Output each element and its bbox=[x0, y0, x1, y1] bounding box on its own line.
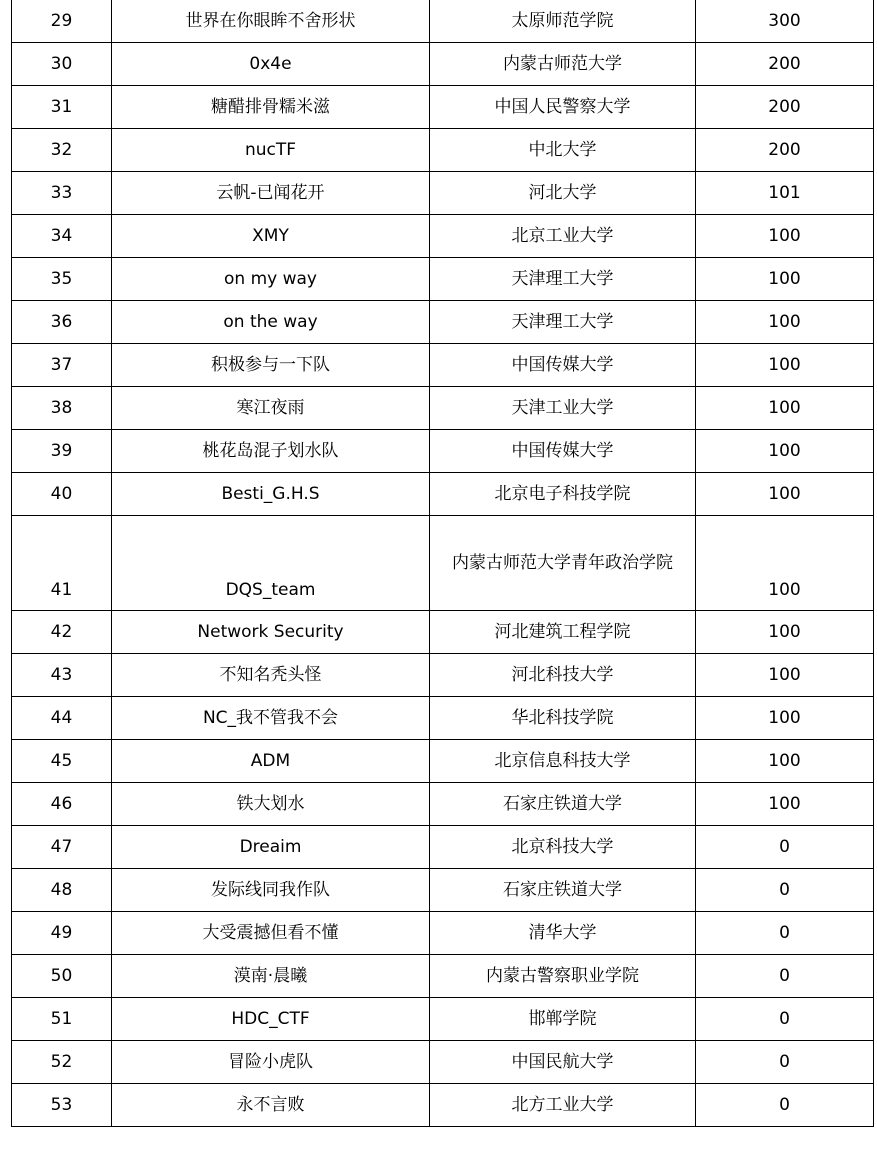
school-cell: 北京信息科技大学 bbox=[430, 740, 696, 783]
table-row bbox=[12, 826, 874, 869]
score-cell: 100 bbox=[696, 697, 874, 740]
score-cell: 0 bbox=[696, 1041, 874, 1084]
ranking-table-body bbox=[12, 0, 874, 1127]
score-cell: 100 bbox=[696, 387, 874, 430]
team-cell: DQS_team bbox=[112, 516, 430, 611]
team-cell: Network Security bbox=[112, 611, 430, 654]
team-cell: 不知名秃头怪 bbox=[112, 654, 430, 697]
school-cell: 太原师范学院 bbox=[430, 0, 696, 43]
team-cell: 糖醋排骨糯米滋 bbox=[112, 86, 430, 129]
school-cell: 中国民航大学 bbox=[430, 1041, 696, 1084]
table-row bbox=[12, 1041, 874, 1084]
score-cell: 100 bbox=[696, 473, 874, 516]
table-row bbox=[12, 215, 874, 258]
team-cell: on the way bbox=[112, 301, 430, 344]
team-cell: 0x4e bbox=[112, 43, 430, 86]
team-cell: Besti_G.H.S bbox=[112, 473, 430, 516]
score-cell: 0 bbox=[696, 955, 874, 998]
rank-cell: 51 bbox=[12, 998, 112, 1041]
rank-cell: 30 bbox=[12, 43, 112, 86]
rank-cell: 41 bbox=[12, 516, 112, 611]
score-cell: 100 bbox=[696, 654, 874, 697]
ranking-table bbox=[11, 0, 874, 1127]
table-row bbox=[12, 1084, 874, 1127]
score-cell: 100 bbox=[696, 344, 874, 387]
table-row bbox=[12, 473, 874, 516]
table-row bbox=[12, 344, 874, 387]
score-cell: 100 bbox=[696, 258, 874, 301]
table-row bbox=[12, 783, 874, 826]
school-cell: 北京工业大学 bbox=[430, 215, 696, 258]
rank-cell: 39 bbox=[12, 430, 112, 473]
score-cell: 200 bbox=[696, 43, 874, 86]
school-cell: 天津工业大学 bbox=[430, 387, 696, 430]
score-cell: 100 bbox=[696, 740, 874, 783]
score-cell: 0 bbox=[696, 1084, 874, 1127]
school-cell: 内蒙古警察职业学院 bbox=[430, 955, 696, 998]
score-cell: 300 bbox=[696, 0, 874, 43]
rank-cell: 29 bbox=[12, 0, 112, 43]
team-cell: 桃花岛混子划水队 bbox=[112, 430, 430, 473]
table-row bbox=[12, 430, 874, 473]
rank-cell: 40 bbox=[12, 473, 112, 516]
score-cell: 100 bbox=[696, 783, 874, 826]
rank-cell: 46 bbox=[12, 783, 112, 826]
school-cell: 河北科技大学 bbox=[430, 654, 696, 697]
school-cell: 天津理工大学 bbox=[430, 301, 696, 344]
rank-cell: 35 bbox=[12, 258, 112, 301]
table-row bbox=[12, 697, 874, 740]
rank-cell: 34 bbox=[12, 215, 112, 258]
team-cell: XMY bbox=[112, 215, 430, 258]
table-row bbox=[12, 86, 874, 129]
school-cell: 中国人民警察大学 bbox=[430, 86, 696, 129]
table-row bbox=[12, 654, 874, 697]
school-cell: 石家庄铁道大学 bbox=[430, 869, 696, 912]
table-row bbox=[12, 258, 874, 301]
table-row bbox=[12, 912, 874, 955]
team-cell: 漠南·晨曦 bbox=[112, 955, 430, 998]
score-cell: 200 bbox=[696, 86, 874, 129]
school-cell: 河北大学 bbox=[430, 172, 696, 215]
score-cell: 0 bbox=[696, 998, 874, 1041]
table-row bbox=[12, 387, 874, 430]
score-cell: 100 bbox=[696, 516, 874, 611]
rank-cell: 50 bbox=[12, 955, 112, 998]
team-cell: HDC_CTF bbox=[112, 998, 430, 1041]
score-cell: 200 bbox=[696, 129, 874, 172]
school-cell: 北京科技大学 bbox=[430, 826, 696, 869]
school-cell: 内蒙古师范大学 bbox=[430, 43, 696, 86]
team-cell: 世界在你眼眸不舍形状 bbox=[112, 0, 430, 43]
school-cell: 邯郸学院 bbox=[430, 998, 696, 1041]
team-cell: ADM bbox=[112, 740, 430, 783]
table-row bbox=[12, 0, 874, 43]
team-cell: 冒险小虎队 bbox=[112, 1041, 430, 1084]
score-cell: 0 bbox=[696, 869, 874, 912]
rank-cell: 31 bbox=[12, 86, 112, 129]
team-cell: 铁大划水 bbox=[112, 783, 430, 826]
rank-cell: 45 bbox=[12, 740, 112, 783]
rank-cell: 32 bbox=[12, 129, 112, 172]
score-cell: 100 bbox=[696, 215, 874, 258]
table-row bbox=[12, 43, 874, 86]
table-row bbox=[12, 611, 874, 654]
score-cell: 0 bbox=[696, 912, 874, 955]
rank-cell: 33 bbox=[12, 172, 112, 215]
school-cell: 内蒙古师范大学青年政治学院 bbox=[430, 516, 696, 611]
rank-cell: 37 bbox=[12, 344, 112, 387]
school-cell: 北京电子科技学院 bbox=[430, 473, 696, 516]
rank-cell: 43 bbox=[12, 654, 112, 697]
team-cell: Dreaim bbox=[112, 826, 430, 869]
team-cell: NC_我不管我不会 bbox=[112, 697, 430, 740]
rank-cell: 42 bbox=[12, 611, 112, 654]
school-cell: 天津理工大学 bbox=[430, 258, 696, 301]
school-cell: 河北建筑工程学院 bbox=[430, 611, 696, 654]
rank-cell: 44 bbox=[12, 697, 112, 740]
table-row bbox=[12, 955, 874, 998]
team-cell: 云帆-已闻花开 bbox=[112, 172, 430, 215]
score-cell: 100 bbox=[696, 611, 874, 654]
rank-cell: 47 bbox=[12, 826, 112, 869]
school-cell: 华北科技学院 bbox=[430, 697, 696, 740]
table-row bbox=[12, 998, 874, 1041]
school-cell: 清华大学 bbox=[430, 912, 696, 955]
table-row bbox=[12, 129, 874, 172]
team-cell: 永不言败 bbox=[112, 1084, 430, 1127]
team-cell: 寒江夜雨 bbox=[112, 387, 430, 430]
table-row bbox=[12, 301, 874, 344]
school-cell: 北方工业大学 bbox=[430, 1084, 696, 1127]
score-cell: 101 bbox=[696, 172, 874, 215]
school-cell: 中北大学 bbox=[430, 129, 696, 172]
rank-cell: 38 bbox=[12, 387, 112, 430]
rank-cell: 49 bbox=[12, 912, 112, 955]
table-row bbox=[12, 740, 874, 783]
school-cell: 中国传媒大学 bbox=[430, 430, 696, 473]
score-cell: 100 bbox=[696, 430, 874, 473]
rank-cell: 53 bbox=[12, 1084, 112, 1127]
rank-cell: 36 bbox=[12, 301, 112, 344]
team-cell: nucTF bbox=[112, 129, 430, 172]
team-cell: 大受震撼但看不懂 bbox=[112, 912, 430, 955]
team-cell: 积极参与一下队 bbox=[112, 344, 430, 387]
team-cell: on my way bbox=[112, 258, 430, 301]
team-cell: 发际线同我作队 bbox=[112, 869, 430, 912]
rank-cell: 52 bbox=[12, 1041, 112, 1084]
table-row bbox=[12, 869, 874, 912]
table-row bbox=[12, 172, 874, 215]
school-cell: 中国传媒大学 bbox=[430, 344, 696, 387]
rank-cell: 48 bbox=[12, 869, 112, 912]
table-row bbox=[12, 516, 874, 611]
score-cell: 100 bbox=[696, 301, 874, 344]
school-cell: 石家庄铁道大学 bbox=[430, 783, 696, 826]
score-cell: 0 bbox=[696, 826, 874, 869]
